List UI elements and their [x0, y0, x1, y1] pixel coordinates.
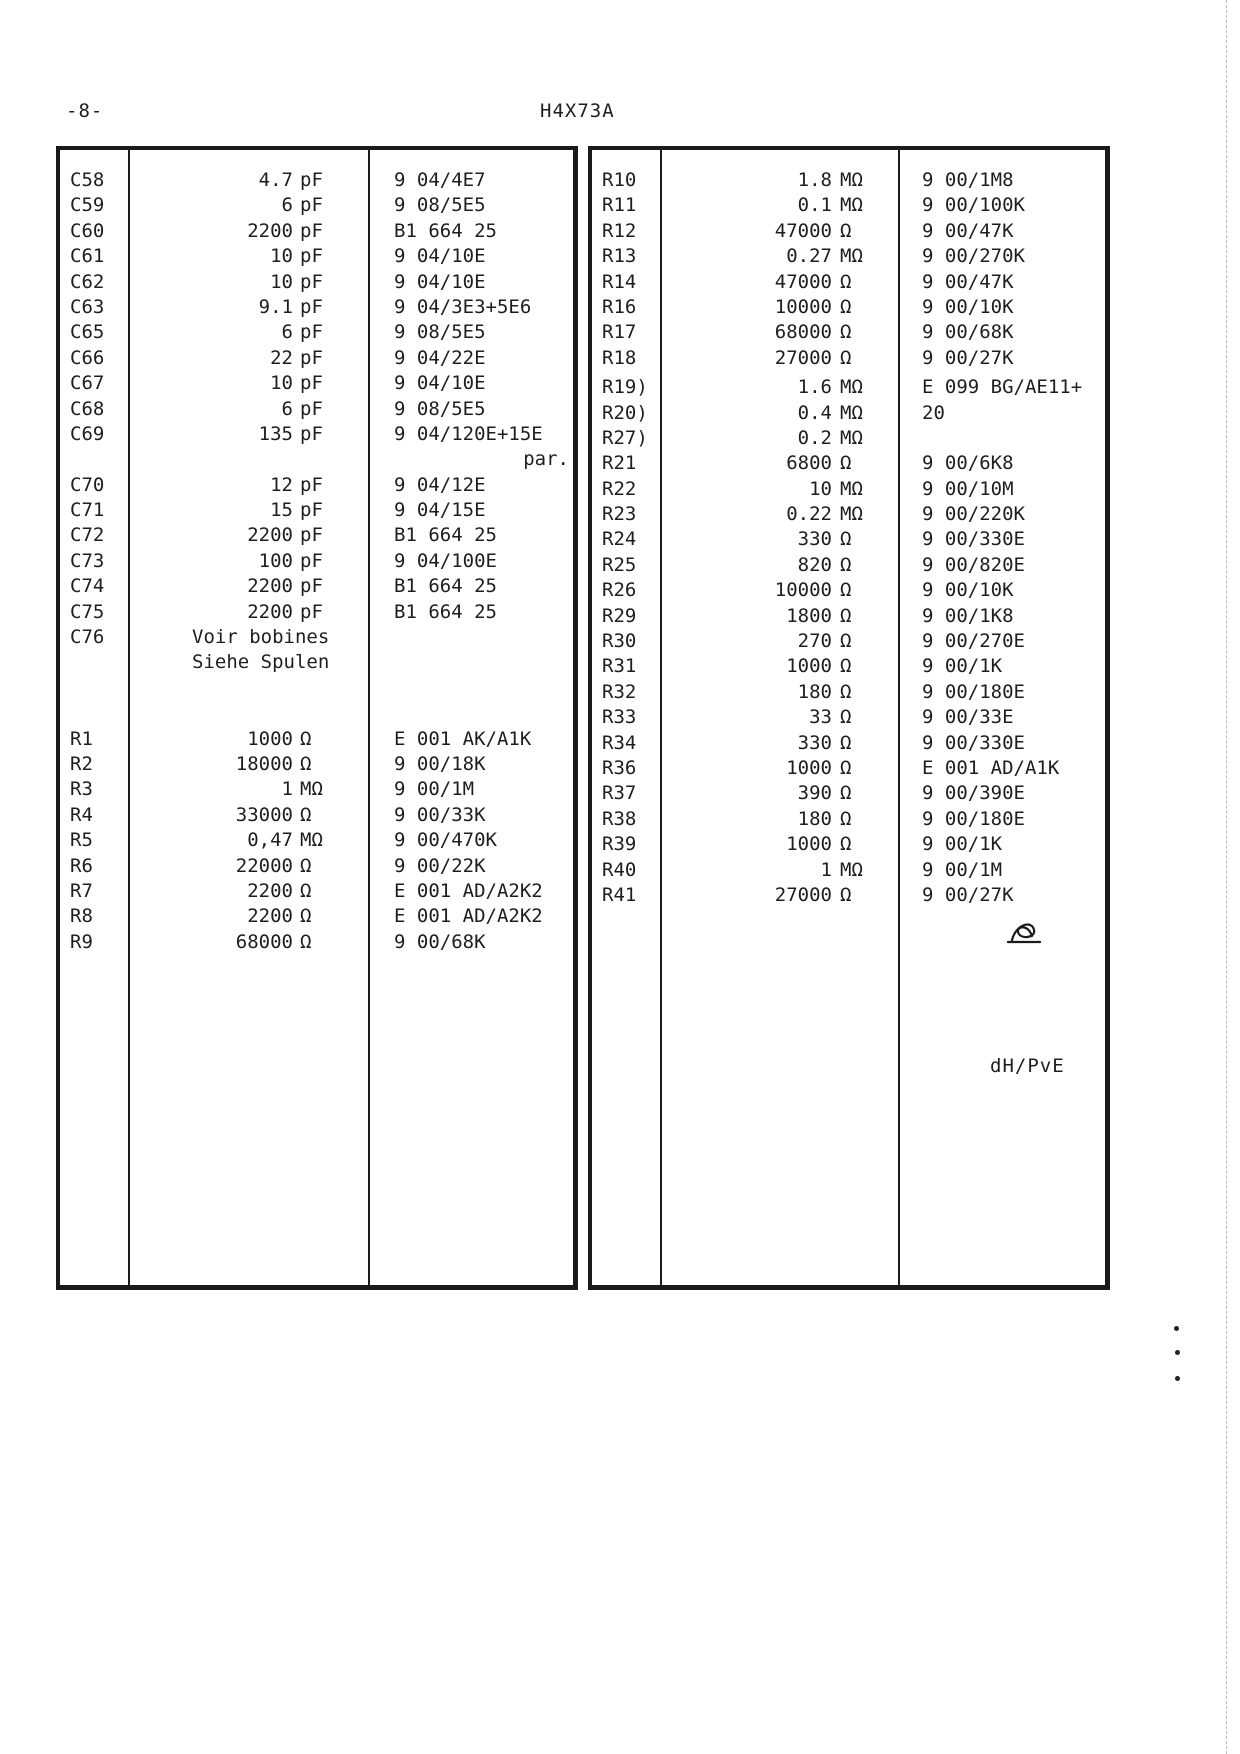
part-unit: Ω	[840, 270, 852, 293]
table-row-c76-cont	[60, 650, 573, 675]
part-unit: Ω	[840, 346, 852, 369]
part-unit: Ω	[300, 803, 312, 826]
part-ref: C61	[70, 245, 105, 268]
capacitor-group-1	[60, 168, 573, 447]
part-value: 47000	[774, 219, 832, 242]
part-value: 0.27	[786, 245, 832, 268]
table-row-r13	[592, 244, 1105, 269]
table-row-c71	[60, 498, 573, 523]
part-code: 9 04/10E	[394, 245, 486, 268]
table-row-r41	[592, 883, 1105, 908]
part-ref: C73	[70, 549, 105, 572]
part-value: 10	[270, 245, 293, 268]
part-unit: MΩ	[300, 829, 323, 852]
part-value: 330	[797, 528, 832, 551]
part-value: 18000	[235, 752, 293, 775]
part-unit: MΩ	[840, 858, 863, 881]
part-unit: pF	[300, 219, 323, 242]
part-unit: pF	[300, 295, 323, 318]
part-code: 9 00/100K	[922, 194, 1025, 217]
page-edge-mark	[1226, 0, 1227, 1754]
table-row-r12	[592, 219, 1105, 244]
table-row-r36	[592, 756, 1105, 781]
part-code: B1 664 25	[394, 524, 497, 547]
part-value: 27000	[774, 346, 832, 369]
part-unit: pF	[300, 524, 323, 547]
part-value: 820	[797, 553, 832, 576]
part-code: 9 00/270E	[922, 630, 1025, 653]
part-code: 9 00/1K8	[922, 604, 1014, 627]
part-value: 4.7	[258, 169, 293, 191]
part-unit: pF	[300, 194, 323, 217]
part-unit: Ω	[840, 528, 852, 551]
table-row-r3	[60, 777, 573, 802]
part-ref: R11	[602, 194, 637, 217]
part-unit: Ω	[300, 905, 312, 928]
initials: dH/PvE	[990, 1055, 1065, 1077]
resistor-group-parallel	[592, 375, 1105, 451]
part-value: 10000	[774, 579, 832, 602]
table-row-r22	[592, 477, 1105, 502]
table-row-r17	[592, 320, 1105, 345]
part-unit: pF	[300, 549, 323, 572]
part-ref: R16	[602, 295, 637, 318]
part-code: 9 00/270K	[922, 245, 1025, 268]
part-code: 9 00/68K	[922, 321, 1014, 344]
part-code: 9 00/33E	[922, 706, 1014, 729]
part-ref: R14	[602, 270, 637, 293]
part-code: 9 04/15E	[394, 499, 486, 522]
part-code: E 001 AD/A2K2	[394, 879, 543, 902]
part-ref: C60	[70, 219, 105, 242]
part-ref: R4	[70, 803, 93, 826]
table-row-c65	[60, 320, 573, 345]
part-value: 0.2	[797, 426, 832, 449]
part-value: 68000	[774, 321, 832, 344]
table-row-r19	[592, 375, 1105, 400]
part-unit: Ω	[840, 883, 852, 906]
part-ref: R30	[602, 630, 637, 653]
part-code: E 001 AD/A1K	[922, 756, 1060, 779]
part-code: 9 00/33K	[394, 803, 486, 826]
table-row-r38	[592, 807, 1105, 832]
part-ref: R2	[70, 752, 93, 775]
part-code: 9 04/22E	[394, 346, 486, 369]
table-row-r5	[60, 828, 573, 853]
part-unit: MΩ	[840, 169, 863, 191]
part-unit: pF	[300, 346, 323, 369]
part-value: 0,47	[247, 829, 293, 852]
part-code: 9 00/47K	[922, 219, 1014, 242]
part-ref: C67	[70, 372, 105, 395]
part-ref: R34	[602, 731, 637, 754]
part-code: 9 04/100E	[394, 549, 497, 572]
part-code: 9 04/12E	[394, 473, 486, 496]
table-row-r4	[60, 803, 573, 828]
part-code: 9 00/1M8	[922, 169, 1014, 191]
part-value: 10	[809, 477, 832, 500]
part-value: 0.22	[786, 503, 832, 526]
part-unit: Ω	[840, 655, 852, 678]
part-code: 9 00/10K	[922, 295, 1014, 318]
part-code: 9 00/1M	[394, 778, 475, 801]
part-unit: Ω	[840, 756, 852, 779]
part-ref: R18	[602, 346, 637, 369]
part-ref: C76	[70, 626, 105, 649]
part-unit: Ω	[840, 604, 852, 627]
part-code: 9 00/10M	[922, 477, 1014, 500]
part-unit: MΩ	[840, 245, 863, 268]
scan-mark	[1175, 1376, 1180, 1381]
part-code: 9 04/10E	[394, 372, 486, 395]
part-ref: C63	[70, 295, 105, 318]
part-value: 15	[270, 499, 293, 522]
part-ref: R8	[70, 905, 93, 928]
part-ref: R19)	[602, 376, 648, 399]
part-code: 9 00/220K	[922, 503, 1025, 526]
table-row-r1	[60, 727, 573, 752]
table-row-c58	[60, 168, 573, 193]
part-ref: R26	[602, 579, 637, 602]
part-code: 9 08/5E5	[394, 194, 486, 217]
part-unit: pF	[300, 270, 323, 293]
part-ref: R12	[602, 219, 637, 242]
part-unit: MΩ	[840, 477, 863, 500]
part-ref: R3	[70, 778, 93, 801]
part-unit: Ω	[300, 854, 312, 877]
part-code: B1 664 25	[394, 600, 497, 623]
table-row-r7	[60, 879, 573, 904]
part-value: 6	[281, 321, 293, 344]
scan-mark	[1174, 1326, 1179, 1331]
part-unit: Ω	[840, 452, 852, 475]
part-ref: R5	[70, 829, 93, 852]
part-unit: Ω	[840, 680, 852, 703]
table-row-c73	[60, 549, 573, 574]
part-ref: R6	[70, 854, 93, 877]
part-code: 9 04/10E	[394, 270, 486, 293]
part-code: B1 664 25	[394, 575, 497, 598]
table-row-c74	[60, 574, 573, 599]
table-row-c61	[60, 244, 573, 269]
table-row-r21	[592, 451, 1105, 476]
part-ref: C69	[70, 422, 105, 445]
page-number: -8-	[66, 100, 104, 122]
left-parts-table	[56, 146, 578, 1290]
part-value: 0.4	[797, 401, 832, 424]
part-unit: Ω	[840, 553, 852, 576]
table-row-r40	[592, 858, 1105, 883]
table-row-r29	[592, 604, 1105, 629]
part-unit: Ω	[840, 579, 852, 602]
part-value: 12	[270, 473, 293, 496]
part-value: 2200	[247, 575, 293, 598]
part-ref: R38	[602, 807, 637, 830]
table-row-c76	[60, 625, 573, 650]
table-row-c59	[60, 193, 573, 218]
part-value: 1000	[786, 655, 832, 678]
part-unit: Ω	[840, 219, 852, 242]
part-ref: R31	[602, 655, 637, 678]
part-code: 9 00/18K	[394, 752, 486, 775]
part-unit: pF	[300, 397, 323, 420]
part-ref: R1	[70, 727, 93, 750]
part-unit: pF	[300, 372, 323, 395]
part-value: 1000	[786, 833, 832, 856]
part-ref: R17	[602, 321, 637, 344]
table-row-r23	[592, 502, 1105, 527]
part-unit: MΩ	[300, 778, 323, 801]
document-code: H4X73A	[540, 100, 615, 122]
part-value: 2200	[247, 879, 293, 902]
table-row-r39	[592, 832, 1105, 857]
resistor-group-a	[592, 168, 1105, 371]
part-value: 6	[281, 397, 293, 420]
part-code: 9 00/68K	[394, 930, 486, 953]
table-row-c68	[60, 397, 573, 422]
part-code: E 001 AK/A1K	[394, 727, 532, 750]
part-value: 22000	[235, 854, 293, 877]
c76-note-line1: Voir bobines	[192, 626, 330, 649]
part-unit: Ω	[840, 321, 852, 344]
table-row-c75	[60, 600, 573, 625]
part-ref: C66	[70, 346, 105, 369]
c76-note-line2: Siehe Spulen	[192, 651, 330, 674]
part-unit: MΩ	[840, 194, 863, 217]
right-table-rows	[592, 168, 1105, 908]
table-row-r30	[592, 629, 1105, 654]
part-ref: C71	[70, 499, 105, 522]
part-code: 9 08/5E5	[394, 397, 486, 420]
part-value: 270	[797, 630, 832, 653]
part-ref: R37	[602, 782, 637, 805]
part-code: 9 00/47K	[922, 270, 1014, 293]
part-ref: C72	[70, 524, 105, 547]
part-code: 9 00/6K8	[922, 452, 1014, 475]
table-row-c60	[60, 219, 573, 244]
part-unit: Ω	[840, 807, 852, 830]
part-value: 390	[797, 782, 832, 805]
part-ref: C58	[70, 169, 105, 191]
part-value: 1800	[786, 604, 832, 627]
part-value: 6	[281, 194, 293, 217]
part-value: 2200	[247, 219, 293, 242]
table-row-c69	[60, 422, 573, 447]
part-unit: Ω	[300, 752, 312, 775]
part-code: 9 00/330E	[922, 731, 1025, 754]
part-unit: Ω	[840, 833, 852, 856]
part-ref: R29	[602, 604, 637, 627]
part-value: 33	[809, 706, 832, 729]
scan-mark	[1175, 1350, 1180, 1355]
part-ref: R41	[602, 883, 637, 906]
table-row-r18	[592, 346, 1105, 371]
part-unit: pF	[300, 473, 323, 496]
part-value: 2200	[247, 600, 293, 623]
part-unit: Ω	[840, 295, 852, 318]
part-code: B1 664 25	[394, 219, 497, 242]
part-ref: R25	[602, 553, 637, 576]
part-ref: C59	[70, 194, 105, 217]
table-row-r6	[60, 854, 573, 879]
table-row-r9	[60, 930, 573, 955]
part-ref: R27)	[602, 426, 648, 449]
part-ref: R22	[602, 477, 637, 500]
part-unit: Ω	[300, 930, 312, 953]
part-ref: R9	[70, 930, 93, 953]
part-code: 9 00/1M	[922, 858, 1003, 881]
part-ref: C74	[70, 575, 105, 598]
table-row-r10	[592, 168, 1105, 193]
part-code: 9 04/120E+15E	[394, 422, 543, 445]
part-code: 9 00/10K	[922, 579, 1014, 602]
part-value: 1	[820, 858, 832, 881]
part-code: 20	[922, 401, 945, 424]
table-row-c66	[60, 346, 573, 371]
capacitor-group-2	[60, 473, 573, 625]
part-value: 6800	[786, 452, 832, 475]
table-row-r27	[592, 426, 1105, 451]
part-value: 10000	[774, 295, 832, 318]
table-row-c72	[60, 523, 573, 548]
part-unit: pF	[300, 321, 323, 344]
part-ref: C75	[70, 600, 105, 623]
part-value: 68000	[235, 930, 293, 953]
part-value: 0.1	[797, 194, 832, 217]
table-row-r25	[592, 553, 1105, 578]
part-ref: R10	[602, 169, 637, 191]
part-code: 9 00/22K	[394, 854, 486, 877]
part-value: 47000	[774, 270, 832, 293]
table-row-c63	[60, 295, 573, 320]
part-ref: R33	[602, 706, 637, 729]
part-ref: R23	[602, 503, 637, 526]
part-value: 100	[258, 549, 293, 572]
part-ref: R40	[602, 858, 637, 881]
table-row-r16	[592, 295, 1105, 320]
part-code: 9 04/3E3+5E6	[394, 295, 532, 318]
part-code: 9 00/1K	[922, 655, 1003, 678]
part-unit: pF	[300, 575, 323, 598]
part-value: 330	[797, 731, 832, 754]
part-code: 9 00/180E	[922, 680, 1025, 703]
part-code: 9 00/330E	[922, 528, 1025, 551]
table-row-c62	[60, 270, 573, 295]
table-row-r37	[592, 781, 1105, 806]
part-value: 2200	[247, 524, 293, 547]
table-row-r11	[592, 193, 1105, 218]
part-ref: R32	[602, 680, 637, 703]
part-unit: Ω	[840, 630, 852, 653]
part-code: 9 00/180E	[922, 807, 1025, 830]
part-code: 9 00/390E	[922, 782, 1025, 805]
part-unit: pF	[300, 245, 323, 268]
part-value: 1.6	[797, 376, 832, 399]
right-parts-table	[588, 146, 1110, 1290]
part-ref: C68	[70, 397, 105, 420]
table-row-r34	[592, 731, 1105, 756]
part-code: 9 00/470K	[394, 829, 497, 852]
table-row-c67	[60, 371, 573, 396]
part-code: 9 00/820E	[922, 553, 1025, 576]
table-row-r14	[592, 270, 1105, 295]
part-value: 180	[797, 680, 832, 703]
handwritten-signature	[1002, 918, 1046, 948]
part-unit: pF	[300, 499, 323, 522]
part-value: 1.8	[797, 169, 832, 191]
part-value: 2200	[247, 905, 293, 928]
part-ref: R36	[602, 756, 637, 779]
part-value: 22	[270, 346, 293, 369]
part-ref: R7	[70, 879, 93, 902]
part-value: 33000	[235, 803, 293, 826]
part-value: 1000	[247, 727, 293, 750]
part-unit: pF	[300, 169, 323, 191]
part-code: E 099 BG/AE11+	[922, 376, 1083, 399]
table-row-r31	[592, 654, 1105, 679]
table-row-r20	[592, 401, 1105, 426]
part-unit: MΩ	[840, 426, 863, 449]
table-row-r2	[60, 752, 573, 777]
c69-note	[60, 447, 573, 472]
part-unit: Ω	[840, 782, 852, 805]
part-ref: C70	[70, 473, 105, 496]
part-unit: Ω	[300, 879, 312, 902]
part-code: E 001 AD/A2K2	[394, 905, 543, 928]
resistor-group-b	[592, 451, 1105, 908]
part-ref: C62	[70, 270, 105, 293]
part-code: 9 04/4E7	[394, 169, 486, 191]
part-unit: Ω	[300, 727, 312, 750]
table-row-r33	[592, 705, 1105, 730]
part-unit: MΩ	[840, 376, 863, 399]
left-table-rows	[60, 168, 573, 955]
part-code: 9 00/27K	[922, 346, 1014, 369]
part-unit: Ω	[840, 706, 852, 729]
table-row-r24	[592, 527, 1105, 552]
table-row-r32	[592, 680, 1105, 705]
part-value: 9.1	[258, 295, 293, 318]
part-unit: Ω	[840, 731, 852, 754]
part-unit: pF	[300, 600, 323, 623]
part-value: 135	[258, 422, 293, 445]
part-code: 9 08/5E5	[394, 321, 486, 344]
part-ref: R21	[602, 452, 637, 475]
part-ref: R24	[602, 528, 637, 551]
part-ref: R39	[602, 833, 637, 856]
part-ref: C65	[70, 321, 105, 344]
table-row-r8	[60, 904, 573, 929]
part-value: 10	[270, 372, 293, 395]
part-unit: MΩ	[840, 401, 863, 424]
part-ref: R13	[602, 245, 637, 268]
part-unit: MΩ	[840, 503, 863, 526]
part-value: 1000	[786, 756, 832, 779]
table-row-c70	[60, 473, 573, 498]
part-value: 180	[797, 807, 832, 830]
table-row-r26	[592, 578, 1105, 603]
part-code: 9 00/1K	[922, 833, 1003, 856]
part-unit: pF	[300, 422, 323, 445]
part-value: 10	[270, 270, 293, 293]
part-value: 1	[281, 778, 293, 801]
c69-note-text: par.	[523, 448, 569, 471]
part-ref: R20)	[602, 401, 648, 424]
part-value: 27000	[774, 883, 832, 906]
resistor-group	[60, 727, 573, 956]
part-code: 9 00/27K	[922, 883, 1014, 906]
